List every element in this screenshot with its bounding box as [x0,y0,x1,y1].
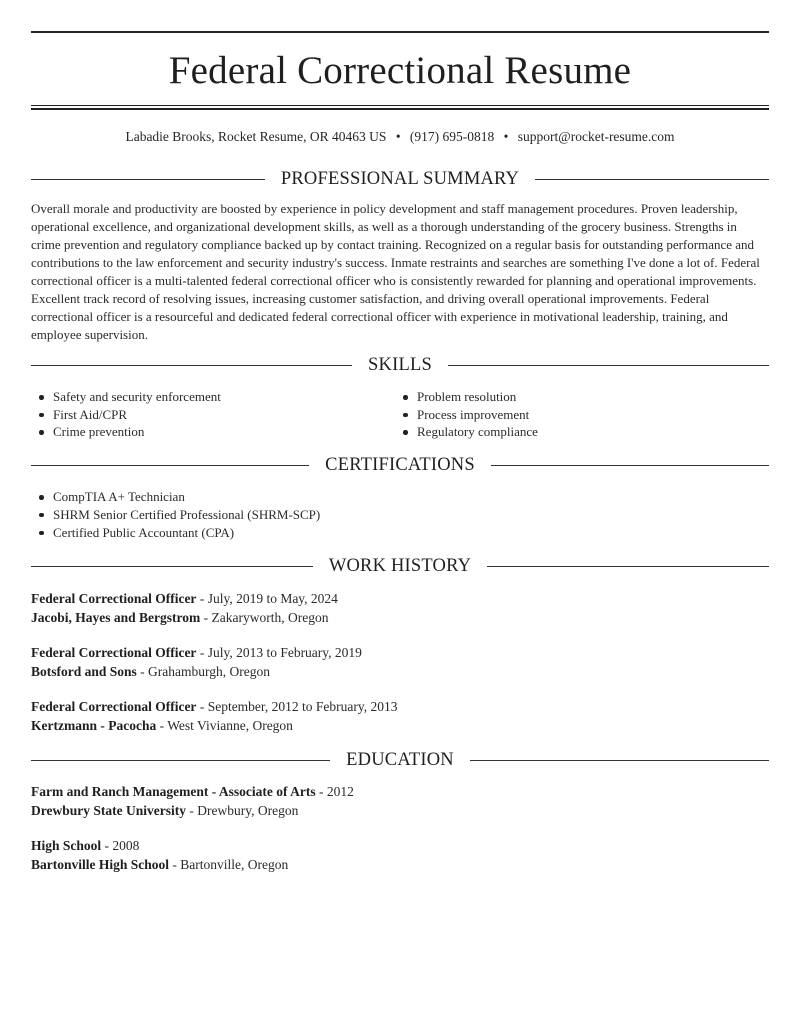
contact-email[interactable]: support@rocket-resume.com [517,129,675,144]
education-year: 2008 [112,838,140,854]
education-school: Bartonville High School [31,856,170,872]
job-title: Federal Correctional Officer [31,645,197,661]
education-degree: High School [31,838,102,854]
job-location: Grahamburgh, Oregon [148,663,271,679]
work-history-list [31,590,769,735]
skill-item: Regulatory compliance [395,423,759,441]
skill-item: Safety and security enforcement [31,388,395,406]
job-entry [31,644,769,681]
job-dates: July, 2013 to February, 2019 [207,645,362,661]
summary-heading [31,168,769,190]
certifications-heading-label: CERTIFICATIONS [325,454,475,475]
job-title-line: Federal Correctional Officer - July, 2013 to February, 2019 [31,645,362,661]
certification-item: CompTIA A+ Technician [31,488,769,506]
job-title-line: Federal Correctional Officer - September, 2012 to February, 2013 [31,699,398,715]
skills-heading-label: SKILLS [368,354,432,375]
job-company: Kertzmann - Pacocha [31,717,157,733]
title-double-rule [31,105,769,110]
heading-rule-right [448,365,769,366]
education-degree: Farm and Ranch Management - Associate of Arts [31,784,316,800]
heading-rule-right [470,760,769,761]
job-company: Botsford and Sons [31,663,137,679]
resume-title: Federal Correctional Resume [168,49,632,92]
skills-column-left [31,388,395,441]
education-school-line: Bartonville High School - Bartonville, Oregon [31,856,289,872]
education-school-line: Drewbury State University - Drewbury, Oregon [31,802,299,818]
heading-rule-left [31,566,313,567]
work-history-heading [31,555,769,577]
certification-item: SHRM Senior Certified Professional (SHRM-SCP) [31,506,769,524]
job-company-line: Botsford and Sons - Grahamburgh, Oregon [31,663,271,679]
skills-list [31,388,769,441]
job-dates: July, 2019 to May, 2024 [207,591,338,607]
skill-item: Crime prevention [31,423,395,441]
summary-heading-label: PROFESSIONAL SUMMARY [280,168,520,189]
job-dates: September, 2012 to February, 2013 [207,699,398,715]
job-company: Jacobi, Hayes and Bergstrom [31,609,201,625]
heading-rule-left [31,365,352,366]
contact-separator: • [503,129,509,144]
top-rule [31,31,769,33]
skill-item: Problem resolution [395,388,759,406]
heading-rule-left [31,465,309,466]
job-title: Federal Correctional Officer [31,591,197,607]
job-title-line: Federal Correctional Officer - July, 2019 to May, 2024 [31,591,338,607]
education-entry [31,783,769,820]
contact-address: Labadie Brooks, Rocket Resume, OR 40463 US [125,129,387,144]
job-company-line: Kertzmann - Pacocha - West Vivianne, Oregon [31,717,293,733]
summary-text: Overall morale and productivity are boosted by experience in policy development and staff management procedures. Proven leadership, operational excellence, and organizational development skills, as well as a thorough understanding of the grocery business. Strengths in crime prevention and regulatory compliance backed up by contact training. Recognized on a regular basis for outstanding performance and contributions to the law enforcement and security industry's success. Inmate restraints and searches are something I've done a lot of. Federal correctional officer is a multi-talented federal correctional officer who is consistently rewarded for planning and operational improvements. Excellent track record of resolving issues, increasing customer satisfaction, and driving overall operational improvements. Federal correctional officer is a resourceful and dedicated federal correctional officer with experience in motivational leadership, training, and employee supervision. [31,201,760,342]
education-location: Bartonville, Oregon [180,856,289,872]
job-entry [31,590,769,627]
certification-item: Certified Public Accountant (CPA) [31,524,769,542]
heading-rule-right [535,179,769,180]
skills-heading [31,354,769,376]
heading-rule-right [487,566,769,567]
work-history-heading-label: WORK HISTORY [328,555,472,576]
education-location: Drewbury, Oregon [197,802,299,818]
job-entry [31,698,769,735]
education-heading [31,749,769,771]
job-company-line: Jacobi, Hayes and Bergstrom - Zakaryworth, Oregon [31,609,329,625]
heading-rule-right [491,465,769,466]
heading-rule-left [31,179,265,180]
certifications-heading [31,454,769,476]
job-title: Federal Correctional Officer [31,699,197,715]
contact-phone: (917) 695-0818 [409,129,495,144]
contact-line [31,129,769,145]
education-degree-line: High School - 2008 [31,838,140,854]
heading-rule-left [31,760,330,761]
skill-item: Process improvement [395,406,759,424]
skills-column-right [395,388,759,441]
resume-page [31,0,769,874]
skill-item: First Aid/CPR [31,406,395,424]
contact-separator: • [395,129,401,144]
education-year: 2012 [326,784,354,800]
education-degree-line: Farm and Ranch Management - Associate of Arts - 2012 [31,784,354,800]
education-list [31,783,769,874]
education-school: Drewbury State University [31,802,186,818]
certifications-list [31,488,769,541]
job-location: West Vivianne, Oregon [167,717,293,733]
education-heading-label: EDUCATION [346,749,454,770]
job-location: Zakaryworth, Oregon [211,609,329,625]
education-entry [31,837,769,874]
